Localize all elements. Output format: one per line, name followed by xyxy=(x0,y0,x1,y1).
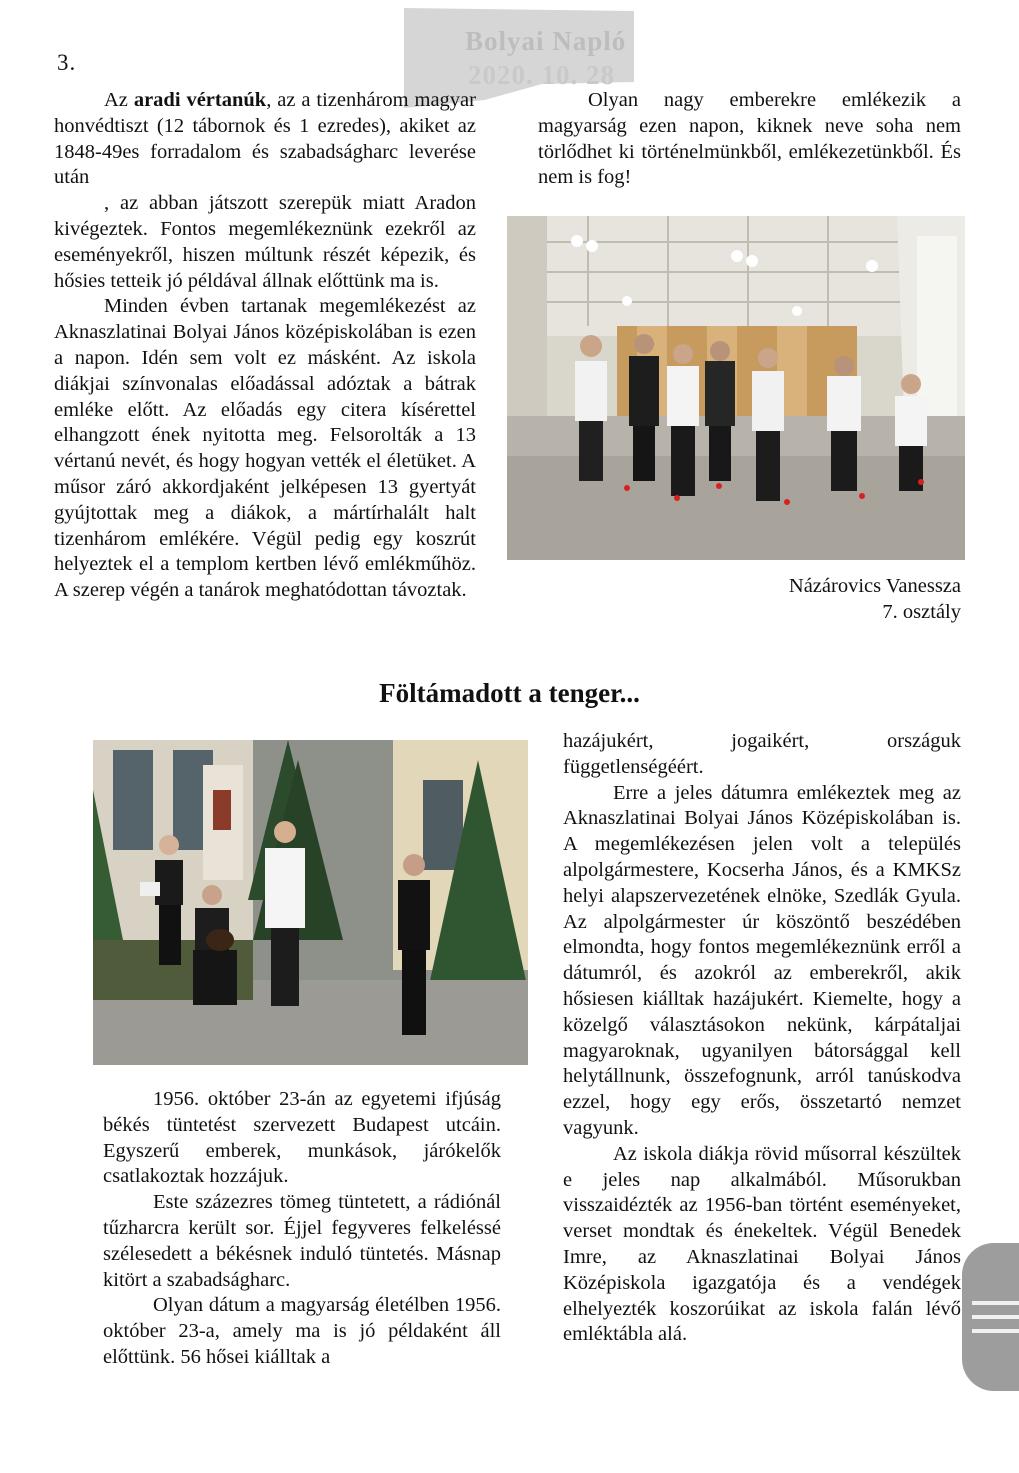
article2-column-right xyxy=(563,729,961,1348)
article2-paragraph-3: Olyan dátum a magyarság életélben 1956. október 23-a, amely ma is jó példaként áll előttünk. 56 hősei kiálltak a xyxy=(103,1294,501,1368)
article2-paragraph-4: Erre a jeles dátumra emlékeztek meg az Aknaszlatinai Bolyai János Középiskolában is. A megemlékezésen jelen volt a település alpolgármestere, Kocserha János, és a KMKSz helyi alapszervezetének elnöke, Szedlák Gyula. Az alpolgármester úr köszöntő beszédében elmondta, hogy fontos megemlékeznünk erről a dátumról, és azokról az emberekről, akik hősiesen kiálltak hazájukért. Kiemelte, hogy a közelgő választásokon nekünk, kárpátaljai magyaroknak, ugyanilyen bátorsággal kell helytállnunk, összefognunk, arról tanúskodva ezzel, hogy egy erős, összetartó nemzet vagyunk. xyxy=(563,781,961,1139)
article1-column-left xyxy=(54,88,476,604)
author-signature xyxy=(789,574,961,626)
highlight-aradi: aradi vértanúk xyxy=(133,89,267,111)
students-commemoration-photo xyxy=(507,216,965,560)
handle-line xyxy=(972,1301,1019,1305)
page-number: 3. xyxy=(57,50,77,75)
author-name: Názárovics Vanessza xyxy=(788,575,961,597)
author-class: 7. osztály xyxy=(882,600,961,623)
issue-date: 2020. 10. 28 xyxy=(468,60,615,90)
article2-headline: Föltámadott a tenger... xyxy=(379,678,640,708)
handle-line xyxy=(972,1315,1019,1319)
article1-paragraph-1b: , az abban játszott szerepük miatt Aradon kivégeztek. Fontos megemlékeznünk ezekről az eseményekről, hiszen múltunk részét képezik, és hősies tetteik jó példával állnak előttünk ma is. xyxy=(54,192,476,292)
article1-paragraph-3: Olyan nagy emberekre emlékezik a magyarság ezen napon, kiknek neve soha nem törlődhet ki történelmünkből, emlékezetünkből. És nem is fog! xyxy=(538,89,961,189)
article1-column-right xyxy=(538,88,961,191)
menu-handle-icon[interactable] xyxy=(962,1243,1019,1391)
handle-line xyxy=(972,1329,1019,1333)
article2-paragraph-5: Az iskola diákja rövid műsorral készültek e jeles nap alkalmából. Műsorukban visszaidézték az 1956-ban történt eseményeket, verset mondtak és énekeltek. Végül Benedek Imre, az Aknaszlatinai Bolyai János Középiskola igazgatója és a vendégek elhelyezték koszorúikat az iskola falán lévő emléktábla alá. xyxy=(563,1142,961,1346)
school-yard-ceremony-photo xyxy=(93,740,528,1065)
article2-paragraph-1: 1956. október 23-án az egyetemi ifjúság békés tüntetést szervezett Budapest utcáin. Egyszerű emberek, munkások, járókelők csatlakoztak hozzájuk. xyxy=(103,1088,501,1188)
article2-column-left xyxy=(103,1087,501,1371)
article2-paragraph-3b: hazájukért, jogaikért, országuk függetlenségéért. xyxy=(563,730,961,778)
article1-paragraph-1: Az aradi vértanúk, az a tizenhárom magyar honvédtiszt (12 tábornok és 1 ezredes), akiket az 1848-49es forradalom és szabadságharc leverése után xyxy=(54,89,476,189)
article2-paragraph-2: Este százezres tömeg tüntetett, a rádiónál tűzharcra került sor. Éjjel fegyveres felkeléssé szélesedett a békésnek induló tüntetés. Másnap kitört a szabadságharc. xyxy=(103,1191,501,1291)
article1-paragraph-2: Minden évben tartanak megemlékezést az Aknaszlatinai Bolyai János középiskolában is ezen a napon. Idén sem volt ez másként. Az iskola diákjai színvonalas előadással adóztak a bátrak emléke előtt. Az előadás egy citera kísérettel elhangzott ének nyitotta meg. Felsorolták a 13 vértanú nevét, és hogy hogyan vették el életüket. A műsor záró akkordjaként jelképesen 13 gyertyát gyújtottak meg a diákok, a mártírhalált halt tizenhárom emlékére. Végül pedig egy koszrút helyeztek el a templom kertben lévő emlékműhöz. A szerep végén a tanárok meghatódottan távoztak. xyxy=(54,295,476,602)
newspaper-title: Bolyai Napló xyxy=(465,26,627,56)
